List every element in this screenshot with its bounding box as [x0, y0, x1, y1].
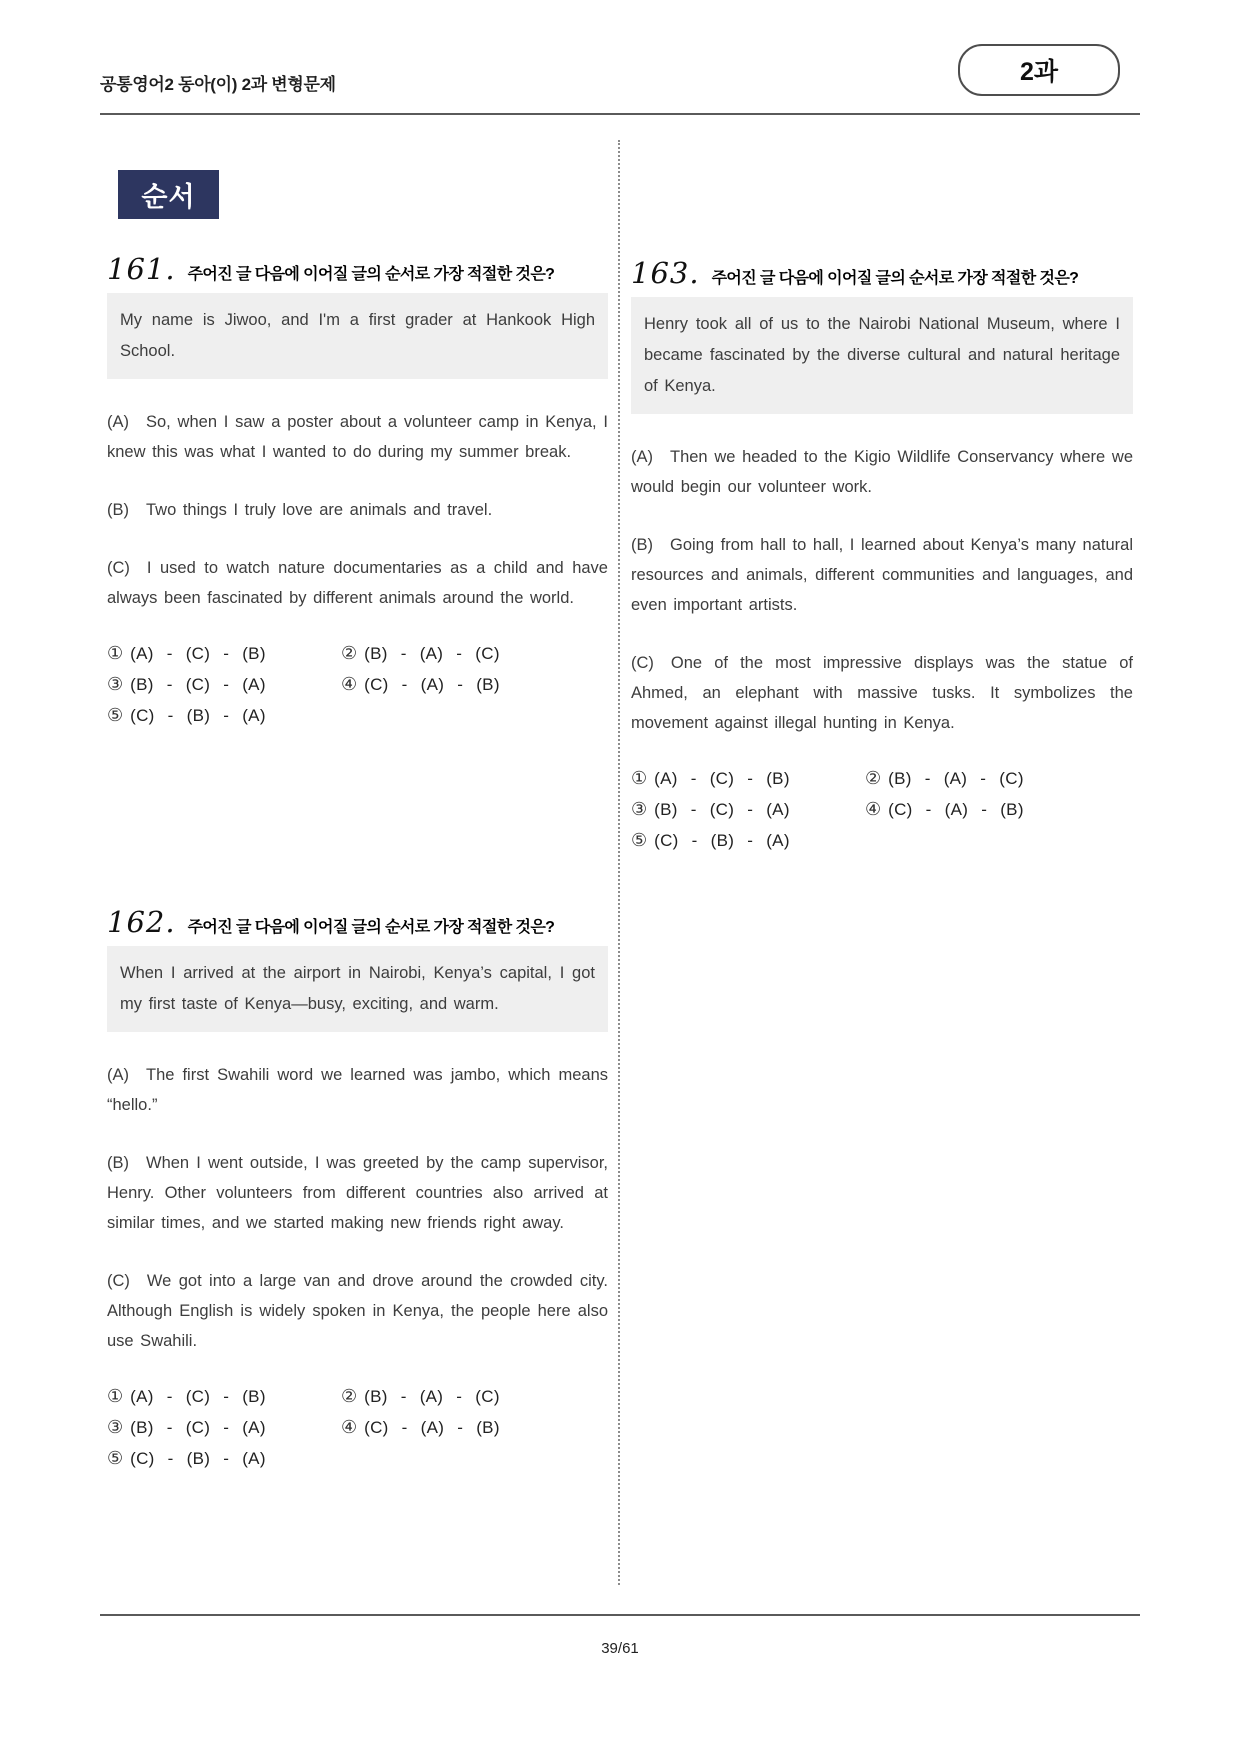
paragraph-text: The first Swahili word we learned was jambo, which means “hello.”	[107, 1066, 608, 1114]
question-prompt: 주어진 글 다음에 이어질 글의 순서로 가장 적절한 것은?	[711, 270, 1079, 287]
question-prompt: 주어진 글 다음에 이어질 글의 순서로 가장 적절한 것은?	[187, 919, 555, 936]
question-number: 163.	[631, 256, 700, 290]
choice-2	[341, 644, 500, 663]
paragraph-A	[107, 407, 608, 467]
choice-text: (B) - (C) - (A)	[654, 800, 790, 819]
paragraph-label: (A)	[631, 448, 653, 466]
choice-text: (B) - (C) - (A)	[130, 675, 266, 694]
paragraph-text: When I went outside, I was greeted by the camp supervisor, Henry. Other volunteers from different countries also arrived at similar times, and we started making new friends right away.	[107, 1154, 608, 1232]
choice-text: (C) - (A) - (B)	[364, 675, 500, 694]
choice-number: ③	[107, 1417, 124, 1437]
question-162	[107, 905, 608, 1468]
paragraph-C	[107, 1266, 608, 1356]
paragraph-text: Going from hall to hall, I learned about Kenya’s many natural resources and animals, different communities and languages, and even important artists.	[631, 536, 1133, 614]
paragraph-A	[107, 1060, 608, 1120]
choice-3	[107, 675, 266, 694]
choice-number: ④	[341, 674, 358, 694]
choice-3	[107, 1418, 266, 1437]
choice-number: ②	[341, 1386, 358, 1406]
question-prompt: 주어진 글 다음에 이어질 글의 순서로 가장 적절한 것은?	[187, 266, 555, 283]
question-163	[631, 256, 1133, 850]
choice-1	[107, 644, 266, 663]
choice-number: ③	[631, 799, 648, 819]
choice-text: (A) - (C) - (B)	[130, 1387, 266, 1406]
choice-list	[631, 769, 1133, 850]
paragraph-C	[107, 553, 608, 613]
choice-text: (C) - (A) - (B)	[364, 1418, 500, 1437]
paragraph-text: We got into a large van and drove around the crowded city. Although English is widely spoken in Kenya, the people here also use Swahili.	[107, 1272, 608, 1350]
question-header	[631, 256, 1133, 290]
stimulus-box	[631, 297, 1133, 414]
choice-text: (B) - (A) - (C)	[364, 1387, 500, 1406]
paragraph-B	[107, 495, 608, 525]
choice-text: (C) - (B) - (A)	[130, 706, 266, 725]
question-number: 161.	[107, 252, 176, 286]
choice-text: (B) - (A) - (C)	[888, 769, 1024, 788]
choice-4	[865, 800, 1024, 819]
choice-number: ②	[341, 643, 358, 663]
paragraph-label: (C)	[107, 559, 130, 577]
paragraph-text: One of the most impressive displays was the statue of Ahmed, an elephant with massive tusks. It symbolizes the movement against illegal hunting in Kenya.	[631, 654, 1133, 732]
question-header	[107, 905, 608, 939]
choice-number: ④	[341, 1417, 358, 1437]
choice-text: (A) - (C) - (B)	[130, 644, 266, 663]
question-161	[107, 252, 608, 725]
column-divider	[618, 140, 620, 1585]
document-title: 공통영어2 동아(이) 2과 변형문제	[100, 75, 336, 94]
choice-2	[341, 1387, 500, 1406]
choice-5	[107, 1449, 266, 1468]
stimulus-text: My name is Jiwoo, and I'm a first grader at Hankook High School.	[120, 311, 595, 360]
choice-text: (C) - (B) - (A)	[654, 831, 790, 850]
question-header	[107, 252, 608, 286]
choice-3	[631, 800, 790, 819]
choice-text: (A) - (C) - (B)	[654, 769, 790, 788]
choice-2	[865, 769, 1024, 788]
paragraph-label: (B)	[107, 501, 129, 519]
paragraph-label: (C)	[107, 1272, 130, 1290]
choice-number: ③	[107, 674, 124, 694]
paragraph-label: (A)	[107, 413, 129, 431]
choice-text: (B) - (A) - (C)	[364, 644, 500, 663]
choice-5	[107, 706, 266, 725]
choice-5	[631, 831, 790, 850]
paragraph-label: (B)	[631, 536, 653, 554]
paragraph-text: So, when I saw a poster about a volunteer camp in Kenya, I knew this was what I wanted to do during my summer break.	[107, 413, 608, 461]
paragraph-label: (C)	[631, 654, 654, 672]
paragraph-text: I used to watch nature documentaries as a child and have always been fascinated by different animals around the world.	[107, 559, 608, 607]
question-number: 162.	[107, 905, 176, 939]
choice-list	[107, 1387, 608, 1468]
choice-number: ②	[865, 768, 882, 788]
section-badge: 순서	[118, 170, 219, 219]
paragraph-label: (B)	[107, 1154, 129, 1172]
paragraph-label: (A)	[107, 1066, 129, 1084]
choice-text: (C) - (B) - (A)	[130, 1449, 266, 1468]
choice-number: ⑤	[107, 1448, 124, 1468]
choice-number: ①	[631, 768, 648, 788]
choice-text: (C) - (A) - (B)	[888, 800, 1024, 819]
paragraph-text: Then we headed to the Kigio Wildlife Conservancy where we would begin our volunteer work.	[631, 448, 1133, 496]
page-number: 39/61	[601, 1640, 639, 1657]
choice-1	[631, 769, 790, 788]
stimulus-box	[107, 946, 608, 1032]
stimulus-text: Henry took all of us to the Nairobi National Museum, where I became fascinated by the diverse cultural and natural heritage of Kenya.	[644, 315, 1120, 395]
choice-number: ④	[865, 799, 882, 819]
choice-list	[107, 644, 608, 725]
choice-text: (B) - (C) - (A)	[130, 1418, 266, 1437]
paragraph-text: Two things I truly love are animals and travel.	[146, 501, 493, 519]
choice-number: ⑤	[631, 830, 648, 850]
paragraph-A	[631, 442, 1133, 502]
paragraph-B	[107, 1148, 608, 1238]
paragraph-C	[631, 648, 1133, 738]
choice-number: ①	[107, 643, 124, 663]
lesson-badge: 2과	[958, 44, 1120, 96]
choice-4	[341, 675, 500, 694]
footer-rule	[100, 1614, 1140, 1616]
choice-4	[341, 1418, 500, 1437]
paragraph-B	[631, 530, 1133, 620]
choice-number: ⑤	[107, 705, 124, 725]
stimulus-box	[107, 293, 608, 379]
stimulus-text: When I arrived at the airport in Nairobi, Kenya’s capital, I got my first taste of Kenya—busy, exciting, and warm.	[120, 964, 595, 1013]
choice-1	[107, 1387, 266, 1406]
header-rule	[100, 113, 1140, 115]
choice-number: ①	[107, 1386, 124, 1406]
